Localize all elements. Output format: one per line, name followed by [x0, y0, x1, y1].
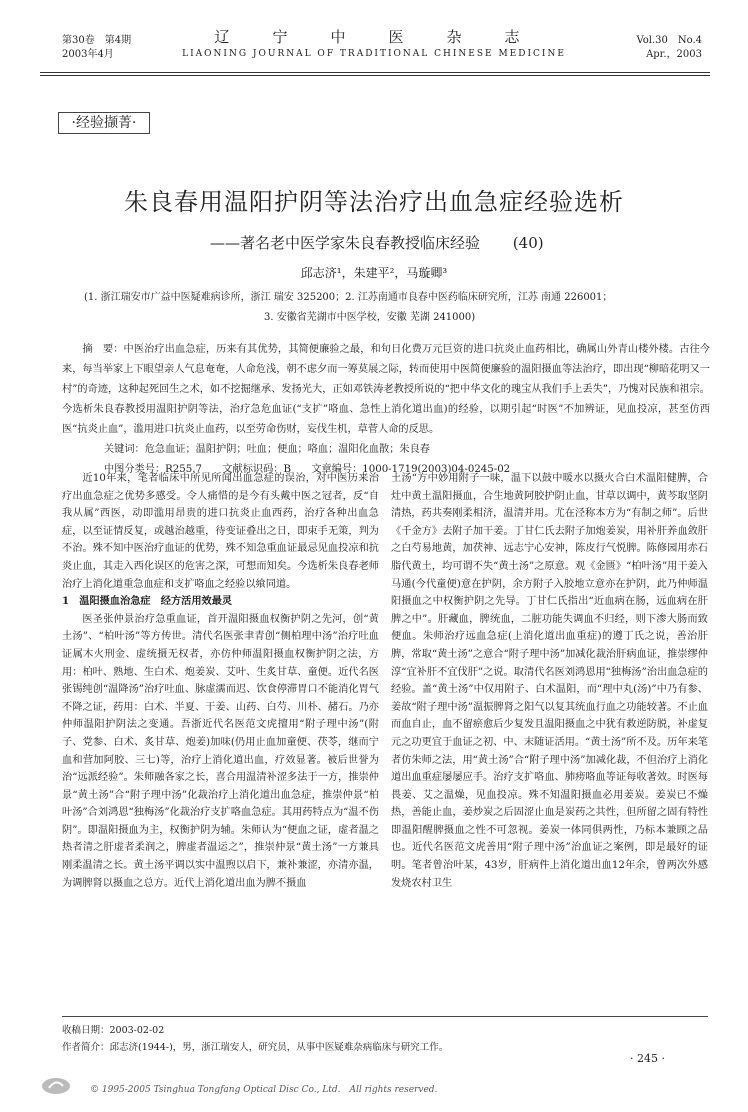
abstract: 摘 要：中医治疗出血急症，历来有其优势，其简便廉验之最，和旬日化费万元巨资的进口抗炎止血药相比，确属山外青山楼外楼。古往今来，每当举家上下眼望亲人气息奄奄，人命危浅，朝不虑夕而一筹莫展之际，转而使用中医简便廉验的温阳摄血等法治疗，即出现“柳暗花明又一村”的奇迹，这种起死回生之术，如不挖掘继承、发扬光大，正如邓铁涛老教授所说的“把中华文化的瑰宝从我们手上丢失”，乃愧对民族和祖宗。今选析朱良春教授用温阳护阴等法，治疗急危血证(“支扩”咯血、急性上消化道出血)的经验，以期引起“时医”不加辨证，见血投凉，甚至仿西医“抗炎止血”，滥用进口抗炎止血药，以至劳命伤财，妄伐生机，草菅人命的反思。 — [62, 344, 710, 435]
section-heading: 1 温阳摄血治急症 经方活用效最灵 — [62, 595, 233, 608]
subtitle-number: (40) — [512, 234, 544, 252]
article-title: 朱良春用温阳护阴等法治疗出血急症经验选析 — [124, 188, 624, 216]
affiliation-line: 3. 安徽省芜湖市中医学校，安徽 芜湖 241000) — [264, 312, 476, 323]
copyright-notice: © 1995-2005 Tsinghua Tongfang Optical Disc Co., Ltd. All rights reserved. — [90, 1085, 438, 1095]
authors: 邱志济¹，朱建平²，马璇卿³ — [300, 266, 448, 280]
received-date: 收稿日期：2003-02-02 — [62, 1025, 165, 1036]
footnote-rule — [62, 1016, 708, 1017]
publisher-logo-icon — [40, 1076, 72, 1096]
paragraph: 医圣张仲景治疗急重血证，首开温阳摄血权衡护阴之先河，创“黄土汤”、“柏叶汤”等方传世。清代名医张聿青创“侧柏理中汤”治疗吐血证属木火刑金、虚统摄无权者，亦仿仲师温阳摄血权衡护阴之法，方用：柏叶、熟地、生白术、炮姜炭、艾叶、生炙甘草、童便。近代名医张锡纯创“温降汤”治疗吐血、脉虚濡而迟、饮食停滞胃口不能消化胃气不降之证，药用：白术、半夏、干姜、山药、白芍、川朴、赭石。乃亦仲师温阳护阴法之变通。吾浙近代名医范文虎擅用“附子理中汤”(附子、党参、白术、炙甘草、炮姜)加味(仍用止血加童便、茯苓，继而宁血和营加阿胶、三七)等，治疗上消化道出血，疗效显著。被后世誉为治“远派经验”。朱师融各家之长，喜合用温清补涩多法于一方，推崇仲景“黄土汤”合“附子理中汤”化裁治疗上消化道出血急症，推崇仲景“柏叶汤”合刘鸿恩“独梅汤”化裁治疗支扩咯血急症。其用药特点为“温不伤阴”。即温阳摄血为主，权衡护阴为辅。朱师认为“便血之证，虚者温之热者清之肝虚者柔润之，脾虚者温运之”，推崇仲景“黄土汤”一方兼具刚柔温清之长。黄土汤平调以实中温煦以启下，兼补兼涩，亦清亦温，为调脾肾以摄血之总方。近代上消化道出血为脾不摄血 — [62, 613, 379, 889]
header-rule — [40, 72, 710, 73]
header-date: 2003年4月 — [62, 49, 114, 60]
journal-title-cn: 辽 宁 中 医 杂 志 — [214, 28, 534, 46]
author-intro: 作者简介：邱志济(1944-)，男，浙江瑞安人，研究员，从事中医疑难杂病临床与研究工作。 — [62, 1042, 449, 1053]
affiliation-line: (1. 浙江瑞安市广益中医疑难病诊所，浙江 瑞安 325200；2. 江苏南通市良春中医药临床研究所，江苏 南通 226001； — [84, 292, 613, 303]
header-rule-2 — [40, 75, 710, 76]
page-number: · 245 · — [630, 1052, 665, 1065]
paragraph: 土汤“方中妙用附子一味，温下以鼓中暖水以摄火合白术温阳健脾，合灶中黄土温阳摄血，合生地黄阿胶护阴止血，甘草以调中，黄芩取坚阴清热，药共奏刚柔相济，温清并用。尤在泾称本方为“有制之师”。后世《千金方》去附子加干姜。丁甘仁氏去附子加炮姜炭，用补肝养血敛肝之白芍易地黄，加茯神、远志宁心安神，陈皮行气悦脾。陈修园用赤石脂代黄土，均可谓不失“黄土汤”之原意。观《金匮》“柏叶汤”用干姜入马通(今代童便)意在护阴，余方附子入胶地立意亦在护阴，此乃仲师温阳摄血之中权衡护阴之先导。丁甘仁氏指出“近血病在肠，远血病在肝脾之中”。肝藏血，脾统血，二脏功能失调血不归经，则下渗大肠而致便血。朱师治疗远血急症(上消化道出血重症)的遵丁氏之说，善治肝脾，常取“黄土汤”之意合“附子理中汤”加减化裁治肝病血证，推崇缪仲淳“宜补肝不宜伐肝”之说。取清代名医刘鸿恩用“独梅汤”治出血急症的经验。盖“黄土汤”中仅用附子、白术温阳，而“理中丸(汤)”中乃有参、姜故“附子理中汤”温振脾肾之阳气以复其统血行血之功能较著。不止血而血自止，血不留瘀愈后少复发且温阳摄血之中犹有救逆防脱，补虚复元之功更宜于血证之初、中、末随证活用。“黄土汤”所不及。历年来笔者仿朱师之法，用“黄土汤”合“附子理中汤”加减化裁，不但治疗上消化道出血重症屡屡应手。治疗支扩咯血、肺痨咯血等证每收著效。时医每畏姜、艾之温燥，见血投凉。殊不知温阳摄血必用姜炭。姜炭已不燥热，善能止血，姜炒炭之后固涩止血是炭药之共性，但所留之固有特性即温阳醒脾摄血之性不可忽视。姜炭一体同俱两性，乃标本兼顾之品也。近代名医范文虎善用“附子理中汤”治血证之案例，即是最好的证明。笔者曾治叶某，43岁，肝病件上消化道出血12年余，曾两次外感发烧农村卫生 — [391, 473, 708, 889]
article-subtitle — [210, 232, 544, 253]
body-column-right — [391, 470, 708, 1010]
abstract-block — [62, 340, 710, 480]
header-vol-en: Vol.30 No.4 — [636, 35, 702, 46]
subtitle-text: ——著名老中医学家朱良春教授临床经验 — [210, 234, 481, 252]
keywords: 关键词：危急血证；温阳护阴；吐血；便血；咯血；温阳化血散；朱良春 — [104, 444, 430, 455]
footnotes — [62, 1022, 448, 1056]
paragraph: 近10年来，笔者临床中所见所闻出血急症的误治，对中医历来治疗出血急症之优势多感受。令人痛惜的是今有头戴中医之冠者，反“自我从属”西医，动即滥用昂贵的进口抗炎止血西药，治疗各种出血急症，以至证情反复，或越治越重，待变证叠出之日，即束手无策，判为不治。殊不知中医治疗血证的优势，殊不知急重血证最忌见血投凉和抗炎止血，其走入西化误区的危害之深，可想而知矣。今选析朱良春老师治疗上消化道重急血症和支扩咯血之经验以飨同道。 — [62, 473, 379, 590]
classification: 中图分类号：R255.7 文献标识码：B 文章编号：1000-1719(2003)04-0245-02 — [104, 464, 511, 475]
body-columns — [62, 470, 708, 1010]
header-volume-en — [636, 34, 702, 62]
section-label: ·经验撷菁· — [58, 112, 150, 134]
header-date-en: Apr.，2003 — [646, 49, 702, 60]
body-column-left — [62, 470, 379, 1010]
journal-title-en: LIAONING JOURNAL OF TRADITIONAL CHINESE MEDICINE — [182, 49, 566, 59]
header-volume: 第30卷 第4期 — [62, 35, 132, 46]
affiliations — [84, 288, 704, 328]
